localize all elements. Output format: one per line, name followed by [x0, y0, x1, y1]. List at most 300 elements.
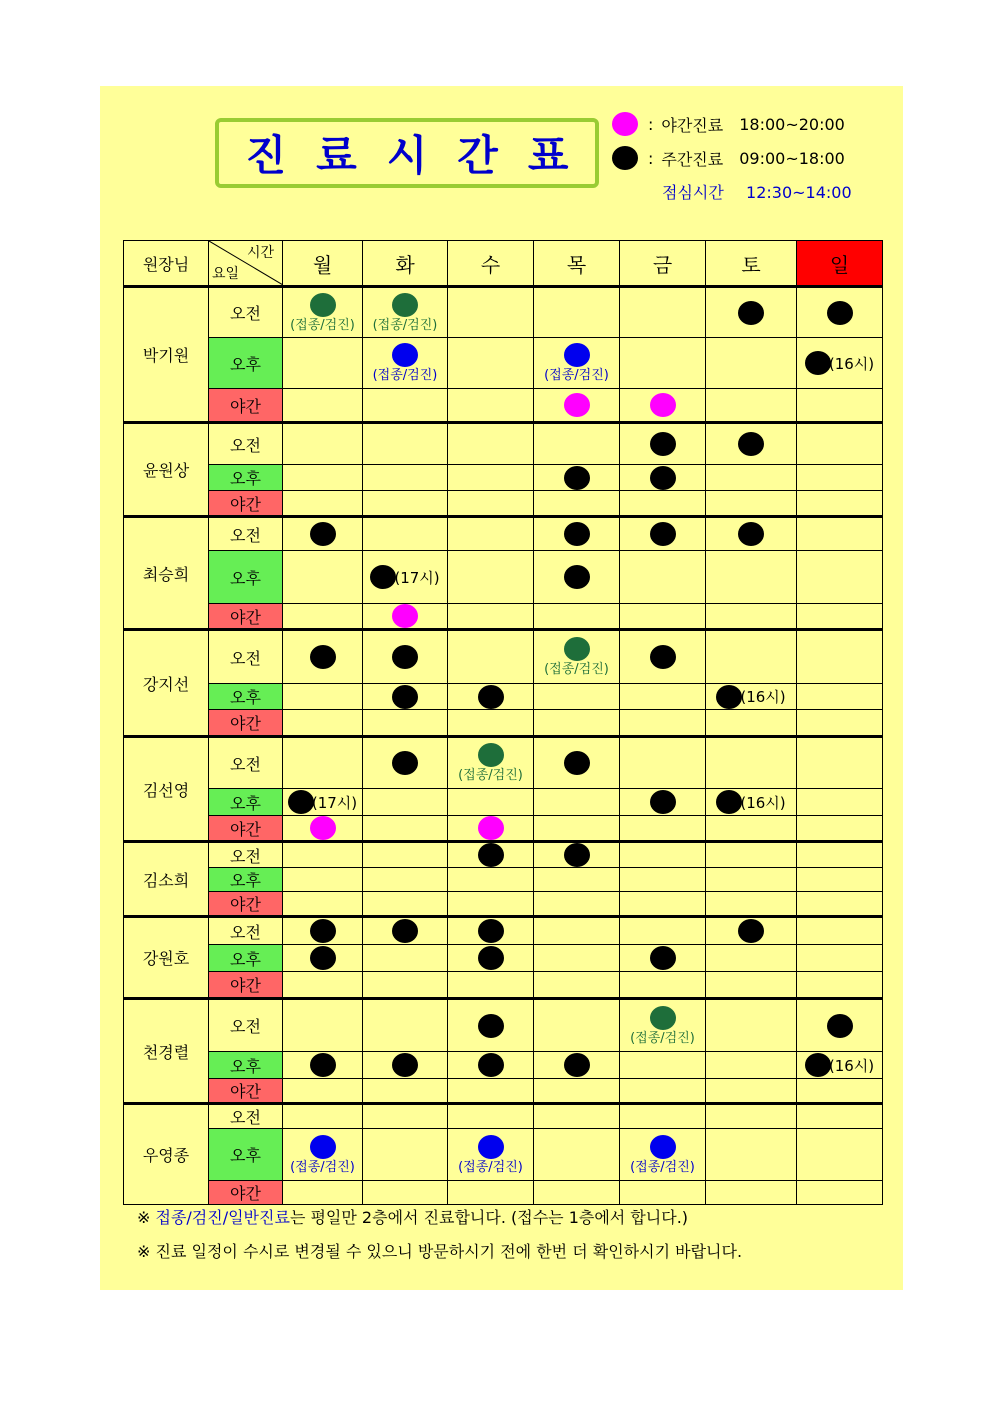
black-dot-icon	[738, 432, 764, 456]
schedule-cell	[620, 842, 706, 868]
blue-dot-icon	[478, 1135, 504, 1159]
schedule-cell	[620, 816, 706, 842]
schedule-cell	[706, 423, 797, 465]
magenta-dot-icon	[310, 816, 336, 840]
schedule-cell	[448, 1052, 534, 1079]
period-night: 야간	[209, 892, 283, 917]
vaccine-label: (접종/검진)	[290, 1159, 355, 1175]
black-dot-icon	[716, 790, 742, 814]
period-night: 야간	[209, 1181, 283, 1205]
period-night: 야간	[209, 389, 283, 423]
schedule-cell	[363, 604, 448, 630]
schedule-cell	[534, 710, 620, 737]
schedule-cell	[534, 917, 620, 945]
schedule-cell	[534, 1079, 620, 1104]
header-corner	[209, 241, 283, 287]
note-1-highlight: 접종/검진/일반진료	[155, 1208, 290, 1227]
schedule-cell	[706, 1129, 797, 1181]
schedule-cell	[706, 1079, 797, 1104]
magenta-dot-icon	[564, 393, 590, 417]
period-am: 오전	[209, 630, 283, 684]
header-day: 수	[448, 241, 534, 287]
schedule-cell	[363, 338, 448, 389]
schedule-cell	[797, 1104, 883, 1129]
schedule-cell	[706, 917, 797, 945]
schedule-cell	[534, 684, 620, 710]
black-dot-icon	[827, 1014, 853, 1038]
green-dot-icon	[650, 1006, 676, 1030]
schedule-cell	[283, 842, 363, 868]
schedule-cell	[620, 972, 706, 999]
schedule-cell	[797, 892, 883, 917]
schedule-cell	[448, 945, 534, 972]
schedule-cell	[706, 287, 797, 338]
schedule-cell	[283, 1104, 363, 1129]
schedule-cell	[797, 789, 883, 816]
doctor-name: 최승희	[124, 517, 209, 630]
header-day: 화	[363, 241, 448, 287]
schedule-cell	[448, 1079, 534, 1104]
note-1: ※ 접종/검진/일반진료는 평일만 2층에서 진료합니다. (접수는 1층에서 합니다.)	[137, 1208, 689, 1227]
schedule-cell	[534, 551, 620, 604]
black-dot-icon	[612, 146, 638, 170]
period-pm: 오후	[209, 945, 283, 972]
schedule-cell	[706, 999, 797, 1052]
schedule-cell	[620, 868, 706, 892]
corner-time-label: 시간	[246, 245, 274, 261]
schedule-cell	[534, 892, 620, 917]
schedule-cell	[797, 1052, 883, 1079]
header-doctor: 원장님	[124, 241, 209, 287]
schedule-cell	[283, 423, 363, 465]
schedule-cell	[363, 737, 448, 789]
schedule-cell	[620, 287, 706, 338]
header-day: 월	[283, 241, 363, 287]
black-dot-icon	[310, 645, 336, 669]
schedule-cell	[448, 789, 534, 816]
schedule-cell	[797, 737, 883, 789]
schedule-cell	[620, 999, 706, 1052]
period-pm: 오후	[209, 551, 283, 604]
schedule-cell	[706, 684, 797, 710]
schedule-cell	[620, 710, 706, 737]
black-dot-icon	[288, 790, 314, 814]
period-night: 야간	[209, 972, 283, 999]
green-dot-icon	[478, 743, 504, 767]
note-2: ※ 진료 일정이 수시로 변경될 수 있으니 방문하시기 전에 한번 더 확인하시기 바랍니다.	[137, 1242, 743, 1261]
schedule-cell	[706, 389, 797, 423]
schedule-cell	[620, 551, 706, 604]
schedule-cell	[448, 551, 534, 604]
black-dot-icon	[478, 919, 504, 943]
schedule-cell	[620, 517, 706, 551]
black-dot-icon	[650, 946, 676, 970]
vaccine-label: (접종/검진)	[372, 317, 438, 333]
schedule-cell	[797, 917, 883, 945]
period-pm: 오후	[209, 789, 283, 816]
period-pm: 오후	[209, 1129, 283, 1181]
vaccine-label: (접종/검진)	[290, 317, 355, 333]
schedule-cell	[797, 423, 883, 465]
schedule-cell	[706, 892, 797, 917]
schedule-cell	[706, 604, 797, 630]
schedule-cell	[706, 465, 797, 491]
black-dot-icon	[392, 1053, 418, 1077]
schedule-cell	[534, 868, 620, 892]
schedule-cell	[448, 389, 534, 423]
period-am: 오전	[209, 287, 283, 338]
schedule-cell	[620, 423, 706, 465]
schedule-cell	[283, 1052, 363, 1079]
legend-night-label: 야간진료	[661, 115, 724, 135]
black-dot-icon	[564, 565, 590, 589]
legend-night-time: 18:00~20:00	[739, 114, 845, 134]
green-dot-icon	[564, 637, 590, 661]
schedule-cell	[534, 945, 620, 972]
black-dot-icon	[564, 1053, 590, 1077]
black-dot-icon	[370, 565, 396, 589]
schedule-cell	[706, 945, 797, 972]
period-night: 야간	[209, 604, 283, 630]
lunch-label: 점심시간	[662, 183, 724, 202]
schedule-cell	[448, 917, 534, 945]
schedule-cell	[448, 684, 534, 710]
schedule-cell	[797, 842, 883, 868]
legend-day: : 주간진료 09:00~18:00	[612, 146, 845, 170]
schedule-cell	[448, 604, 534, 630]
black-dot-icon	[478, 843, 504, 867]
black-dot-icon	[716, 685, 742, 709]
schedule-cell	[534, 1052, 620, 1079]
black-dot-icon	[827, 301, 853, 325]
schedule-cell	[363, 789, 448, 816]
schedule-cell	[706, 789, 797, 816]
schedule-cell	[706, 737, 797, 789]
schedule-cell	[283, 338, 363, 389]
schedule-cell	[797, 517, 883, 551]
schedule-cell	[797, 999, 883, 1052]
schedule-cell	[283, 684, 363, 710]
schedule-cell	[363, 630, 448, 684]
doctor-name: 김선영	[124, 737, 209, 842]
schedule-cell	[797, 1079, 883, 1104]
title-box	[215, 118, 599, 188]
magenta-dot-icon	[392, 604, 418, 628]
doctor-name: 강지선	[124, 630, 209, 737]
schedule-cell	[797, 710, 883, 737]
schedule-cell	[706, 710, 797, 737]
magenta-dot-icon	[650, 393, 676, 417]
time-note: (16시)	[828, 1056, 875, 1075]
schedule-cell	[363, 1079, 448, 1104]
schedule-cell	[283, 710, 363, 737]
black-dot-icon	[650, 466, 676, 490]
schedule-cell	[534, 287, 620, 338]
schedule-cell	[448, 737, 534, 789]
schedule-cell	[363, 945, 448, 972]
schedule-cell	[620, 892, 706, 917]
schedule-cell	[620, 1104, 706, 1129]
schedule-cell	[797, 604, 883, 630]
schedule-cell	[534, 338, 620, 389]
schedule-cell	[363, 1104, 448, 1129]
schedule-cell	[706, 1181, 797, 1205]
schedule-cell	[448, 338, 534, 389]
vaccine-label: (접종/검진)	[544, 662, 609, 677]
black-dot-icon	[805, 351, 831, 375]
schedule-cell	[620, 789, 706, 816]
lunch-time: 12:30~14:00	[746, 183, 852, 202]
schedule-cell	[534, 842, 620, 868]
schedule-cell	[448, 630, 534, 684]
schedule-cell	[363, 1181, 448, 1205]
schedule-cell	[283, 630, 363, 684]
schedule-cell	[620, 1079, 706, 1104]
black-dot-icon	[392, 751, 418, 775]
period-am: 오전	[209, 999, 283, 1052]
schedule-cell	[620, 389, 706, 423]
schedule-cell	[283, 868, 363, 892]
schedule-cell	[448, 868, 534, 892]
black-dot-icon	[310, 919, 336, 943]
schedule-cell	[283, 389, 363, 423]
schedule-cell	[363, 892, 448, 917]
header-day: 목	[534, 241, 620, 287]
schedule-cell	[797, 1181, 883, 1205]
green-dot-icon	[392, 293, 418, 317]
schedule-cell	[534, 737, 620, 789]
doctor-name: 윤원상	[124, 423, 209, 517]
schedule-cell	[448, 423, 534, 465]
black-dot-icon	[738, 919, 764, 943]
schedule-table	[123, 240, 883, 1205]
schedule-cell	[797, 491, 883, 517]
time-note: (17시)	[311, 793, 358, 812]
schedule-cell	[620, 1129, 706, 1181]
schedule-cell	[363, 710, 448, 737]
schedule-cell	[283, 517, 363, 551]
schedule-cell	[620, 491, 706, 517]
schedule-cell	[448, 1181, 534, 1205]
schedule-cell	[706, 338, 797, 389]
schedule-cell	[534, 465, 620, 491]
schedule-cell	[363, 517, 448, 551]
period-pm: 오후	[209, 1052, 283, 1079]
schedule-cell	[620, 630, 706, 684]
schedule-cell	[797, 287, 883, 338]
schedule-cell	[797, 684, 883, 710]
schedule-cell	[620, 737, 706, 789]
black-dot-icon	[478, 1053, 504, 1077]
header-day: 금	[620, 241, 706, 287]
black-dot-icon	[564, 751, 590, 775]
black-dot-icon	[805, 1053, 831, 1077]
schedule-cell	[363, 999, 448, 1052]
schedule-cell	[363, 465, 448, 491]
schedule-cell	[620, 604, 706, 630]
schedule-cell	[534, 604, 620, 630]
black-dot-icon	[650, 790, 676, 814]
black-dot-icon	[738, 522, 764, 546]
black-dot-icon	[478, 1014, 504, 1038]
blue-dot-icon	[564, 343, 590, 367]
schedule-cell	[797, 868, 883, 892]
schedule-cell	[448, 1129, 534, 1181]
schedule-cell	[620, 1181, 706, 1205]
schedule-cell	[363, 389, 448, 423]
note-2-text: 진료 일정이 수시로 변경될 수 있으니 방문하시기 전에 한번 더 확인하시기 바랍니다.	[155, 1242, 743, 1261]
black-dot-icon	[738, 301, 764, 325]
schedule-cell	[534, 972, 620, 999]
green-dot-icon	[310, 293, 336, 317]
vaccine-label: (접종/검진)	[630, 1159, 695, 1175]
period-pm: 오후	[209, 338, 283, 389]
schedule-cell	[706, 551, 797, 604]
schedule-cell	[797, 816, 883, 842]
black-dot-icon	[650, 645, 676, 669]
blue-dot-icon	[310, 1135, 336, 1159]
schedule-cell	[706, 491, 797, 517]
schedule-cell	[283, 1181, 363, 1205]
schedule-cell	[534, 1181, 620, 1205]
schedule-cell	[363, 868, 448, 892]
time-note: (16시)	[740, 688, 786, 706]
schedule-cell	[283, 1079, 363, 1104]
schedule-cell	[363, 551, 448, 604]
period-pm: 오후	[209, 465, 283, 491]
period-am: 오전	[209, 737, 283, 789]
schedule-cell	[363, 491, 448, 517]
schedule-cell	[797, 338, 883, 389]
schedule-cell	[363, 423, 448, 465]
schedule-cell	[363, 972, 448, 999]
schedule-cell	[283, 945, 363, 972]
black-dot-icon	[564, 522, 590, 546]
schedule-cell	[620, 917, 706, 945]
schedule-cell	[706, 517, 797, 551]
vaccine-label: (접종/검진)	[458, 1159, 523, 1175]
vaccine-label: (접종/검진)	[458, 768, 523, 783]
magenta-dot-icon	[612, 112, 638, 136]
black-dot-icon	[478, 946, 504, 970]
schedule-cell	[448, 892, 534, 917]
schedule-cell	[534, 389, 620, 423]
schedule-cell	[448, 816, 534, 842]
note-1-text: 는 평일만 2층에서 진료합니다. (접수는 1층에서 합니다.)	[289, 1208, 689, 1227]
blue-dot-icon	[650, 1135, 676, 1159]
schedule-cell	[363, 684, 448, 710]
doctor-name: 박기원	[124, 287, 209, 423]
schedule-cell	[797, 972, 883, 999]
vaccine-label: (접종/검진)	[544, 368, 609, 383]
schedule-cell	[620, 945, 706, 972]
schedule-cell	[620, 1052, 706, 1079]
schedule-cell	[706, 842, 797, 868]
schedule-cell	[448, 999, 534, 1052]
black-dot-icon	[564, 466, 590, 490]
period-am: 오전	[209, 917, 283, 945]
doctor-name: 천경렬	[124, 999, 209, 1104]
schedule-cell	[448, 710, 534, 737]
schedule-cell	[363, 1052, 448, 1079]
schedule-cell	[706, 868, 797, 892]
schedule-cell	[620, 465, 706, 491]
schedule-cell	[283, 917, 363, 945]
schedule-cell	[448, 972, 534, 999]
schedule-cell	[283, 972, 363, 999]
schedule-cell	[283, 892, 363, 917]
time-note: (17시)	[394, 568, 440, 587]
period-night: 야간	[209, 816, 283, 842]
schedule-cell	[283, 551, 363, 604]
schedule-cell	[534, 630, 620, 684]
schedule-cell	[448, 491, 534, 517]
header-day: 일	[797, 241, 883, 287]
page-title: 진료시간표	[245, 131, 599, 180]
schedule-cell	[797, 465, 883, 491]
period-pm: 오후	[209, 868, 283, 892]
schedule-cell	[448, 517, 534, 551]
schedule-cell	[363, 1129, 448, 1181]
black-dot-icon	[650, 522, 676, 546]
vaccine-label: (접종/검진)	[372, 368, 438, 383]
schedule-cell	[534, 816, 620, 842]
black-dot-icon	[650, 432, 676, 456]
period-night: 야간	[209, 710, 283, 737]
schedule-cell	[534, 517, 620, 551]
black-dot-icon	[310, 522, 336, 546]
schedule-cell	[797, 551, 883, 604]
period-am: 오전	[209, 517, 283, 551]
legend-night: : 야간진료 18:00~20:00	[612, 112, 845, 136]
schedule-cell	[448, 465, 534, 491]
schedule-cell	[283, 999, 363, 1052]
period-am: 오전	[209, 1104, 283, 1129]
schedule-cell	[797, 389, 883, 423]
schedule-cell	[797, 1129, 883, 1181]
doctor-name: 우영종	[124, 1104, 209, 1205]
schedule-cell	[363, 816, 448, 842]
time-note: (16시)	[740, 793, 786, 812]
schedule-cell	[706, 1052, 797, 1079]
legend-day-time: 09:00~18:00	[739, 148, 845, 168]
period-am: 오전	[209, 842, 283, 868]
schedule-cell	[534, 1104, 620, 1129]
schedule-cell	[283, 604, 363, 630]
period-night: 야간	[209, 1079, 283, 1104]
period-am: 오전	[209, 423, 283, 465]
schedule-cell	[620, 338, 706, 389]
blue-dot-icon	[392, 343, 418, 367]
schedule-cell	[706, 630, 797, 684]
schedule-cell	[448, 842, 534, 868]
schedule-cell	[283, 491, 363, 517]
schedule-cell	[448, 1104, 534, 1129]
schedule-cell	[283, 1129, 363, 1181]
schedule-cell	[283, 287, 363, 338]
black-dot-icon	[392, 685, 418, 709]
doctor-name: 김소희	[124, 842, 209, 917]
magenta-dot-icon	[478, 816, 504, 840]
schedule-cell	[283, 789, 363, 816]
doctor-name: 강원호	[124, 917, 209, 999]
corner-day-label: 요일	[212, 266, 240, 282]
black-dot-icon	[392, 919, 418, 943]
header-day: 토	[706, 241, 797, 287]
black-dot-icon	[392, 645, 418, 669]
schedule-cell	[534, 491, 620, 517]
legend-lunch	[662, 180, 852, 203]
